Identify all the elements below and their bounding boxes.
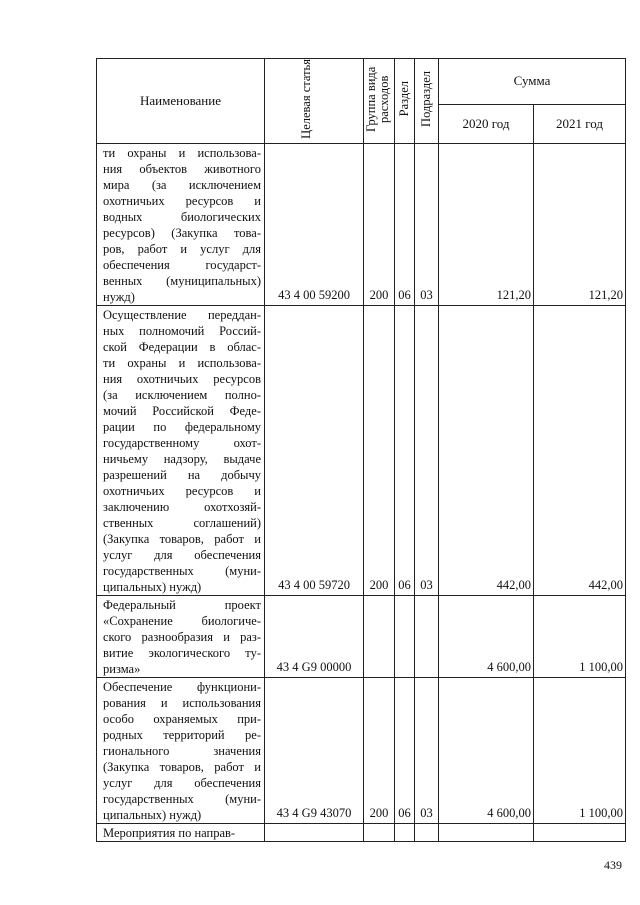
table-row (97, 306, 626, 596)
target-article-cell (265, 824, 364, 842)
expense-group-cell (364, 596, 395, 678)
column-header-target-article: Целевая статья (265, 59, 364, 144)
row-name-line: ризма» (103, 662, 141, 676)
row-name-line: рования и использования (103, 696, 261, 710)
amount-2020-cell: 4 600,00 (439, 678, 534, 824)
section-cell: 06 (395, 678, 415, 824)
row-name-line: заключению охотхозяй- (103, 500, 261, 514)
row-name-line: водных биологических (103, 210, 261, 224)
amount-2020-cell: 4 600,00 (439, 596, 534, 678)
row-name-line: государственному охот- (103, 436, 261, 450)
section-cell (395, 596, 415, 678)
row-name-line: нужд) (103, 290, 135, 304)
row-name-line: государственных (муни- (103, 564, 261, 578)
amount-2020-cell: 121,20 (439, 144, 534, 306)
row-name-line: мира (за исключением (103, 178, 261, 192)
row-name-line: Обеспечение функциони- (103, 680, 261, 694)
column-header-subsection: Подраздел (415, 59, 439, 144)
expense-group-cell: 200 (364, 306, 395, 596)
row-name-cell (97, 144, 265, 306)
row-name-line: витие экологического ту- (103, 646, 261, 660)
row-name-line: разрешений на добычу (103, 468, 261, 482)
row-name-line: охотничьих ресурсов и (103, 194, 261, 208)
row-name-line: (за исключением полно- (103, 388, 261, 402)
row-name-line: гионального значения (103, 744, 261, 758)
row-name-cell (97, 596, 265, 678)
amount-2021-cell: 121,20 (534, 144, 626, 306)
target-article-cell: 43 4 G9 43070 (265, 678, 364, 824)
table-header (97, 59, 626, 144)
column-header-section: Раздел (395, 59, 415, 144)
target-article-cell: 43 4 00 59720 (265, 306, 364, 596)
subsection-cell: 03 (415, 306, 439, 596)
row-name-line: ципальных) нужд) (103, 580, 202, 594)
row-name-line: государственных (муни- (103, 792, 261, 806)
expense-group-cell: 200 (364, 678, 395, 824)
row-name-line: охотничьих ресурсов и (103, 484, 261, 498)
subsection-cell: 03 (415, 144, 439, 306)
row-name-line: особо охраняемых при- (103, 712, 261, 726)
column-header-2021: 2021 год (534, 104, 626, 143)
column-header-sum: Сумма (439, 59, 626, 105)
column-header-name: Наименование (97, 59, 265, 144)
row-name-line: ных полномочий Россий- (103, 324, 261, 338)
table-row (97, 678, 626, 824)
table-body (97, 144, 626, 842)
section-cell: 06 (395, 306, 415, 596)
column-header-expense-group: Группа вида расходов (364, 59, 395, 144)
row-name-line: обеспечения государст- (103, 258, 261, 272)
row-name-line: услуг для обеспечения (103, 548, 261, 562)
subsection-cell (415, 824, 439, 842)
row-name-cell (97, 678, 265, 824)
row-name-line: мочий Российской Феде- (103, 404, 261, 418)
row-name-line: ской Федерации в облас- (103, 340, 261, 354)
subsection-cell: 03 (415, 678, 439, 824)
amount-2021-cell (534, 824, 626, 842)
row-name-cell (97, 306, 265, 596)
row-name-line: ния охотничьих ресурсов (103, 372, 261, 386)
budget-table (96, 58, 626, 842)
row-name-line: ципальных) нужд) (103, 808, 202, 822)
row-name-line: ничьему надзору, выдаче (103, 452, 261, 466)
row-name-line: (Закупка товаров, работ и (103, 760, 261, 774)
table-row (97, 596, 626, 678)
row-name-cell (97, 824, 265, 842)
row-name-line: ти охраны и использова- (103, 146, 261, 160)
row-name-line: Федеральный проект (103, 598, 261, 612)
row-name-line: услуг для обеспечения (103, 776, 261, 790)
row-name-line: ния объектов животного (103, 162, 261, 176)
expense-group-cell: 200 (364, 144, 395, 306)
row-name-line: Мероприятия по направ- (103, 826, 236, 840)
row-name-line: венных (муниципальных) (103, 274, 261, 288)
amount-2020-cell: 442,00 (439, 306, 534, 596)
row-name-line: «Сохранение биологиче- (103, 614, 261, 628)
amount-2020-cell (439, 824, 534, 842)
row-name-line: Осуществление переддан- (103, 308, 261, 322)
row-name-line: (Закупка товаров, работ и (103, 532, 261, 546)
column-header-2020: 2020 год (439, 104, 534, 143)
row-name-line: ресурсов) (Закупка това- (103, 226, 261, 240)
section-cell (395, 824, 415, 842)
target-article-cell: 43 4 00 59200 (265, 144, 364, 306)
table-row (97, 824, 626, 842)
row-name-line: рации по федеральному (103, 420, 261, 434)
amount-2021-cell: 1 100,00 (534, 678, 626, 824)
row-name-line: ров, работ и услуг для (103, 242, 261, 256)
amount-2021-cell: 442,00 (534, 306, 626, 596)
row-name-line: ственных соглашений) (103, 516, 261, 530)
table-row (97, 144, 626, 306)
row-name-line: ского разнообразия и раз- (103, 630, 261, 644)
target-article-cell: 43 4 G9 00000 (265, 596, 364, 678)
row-name-line: родных территорий ре- (103, 728, 261, 742)
row-name-line: ти охраны и использова- (103, 356, 261, 370)
page-number: 439 (604, 858, 622, 872)
subsection-cell (415, 596, 439, 678)
amount-2021-cell: 1 100,00 (534, 596, 626, 678)
section-cell: 06 (395, 144, 415, 306)
expense-group-cell (364, 824, 395, 842)
